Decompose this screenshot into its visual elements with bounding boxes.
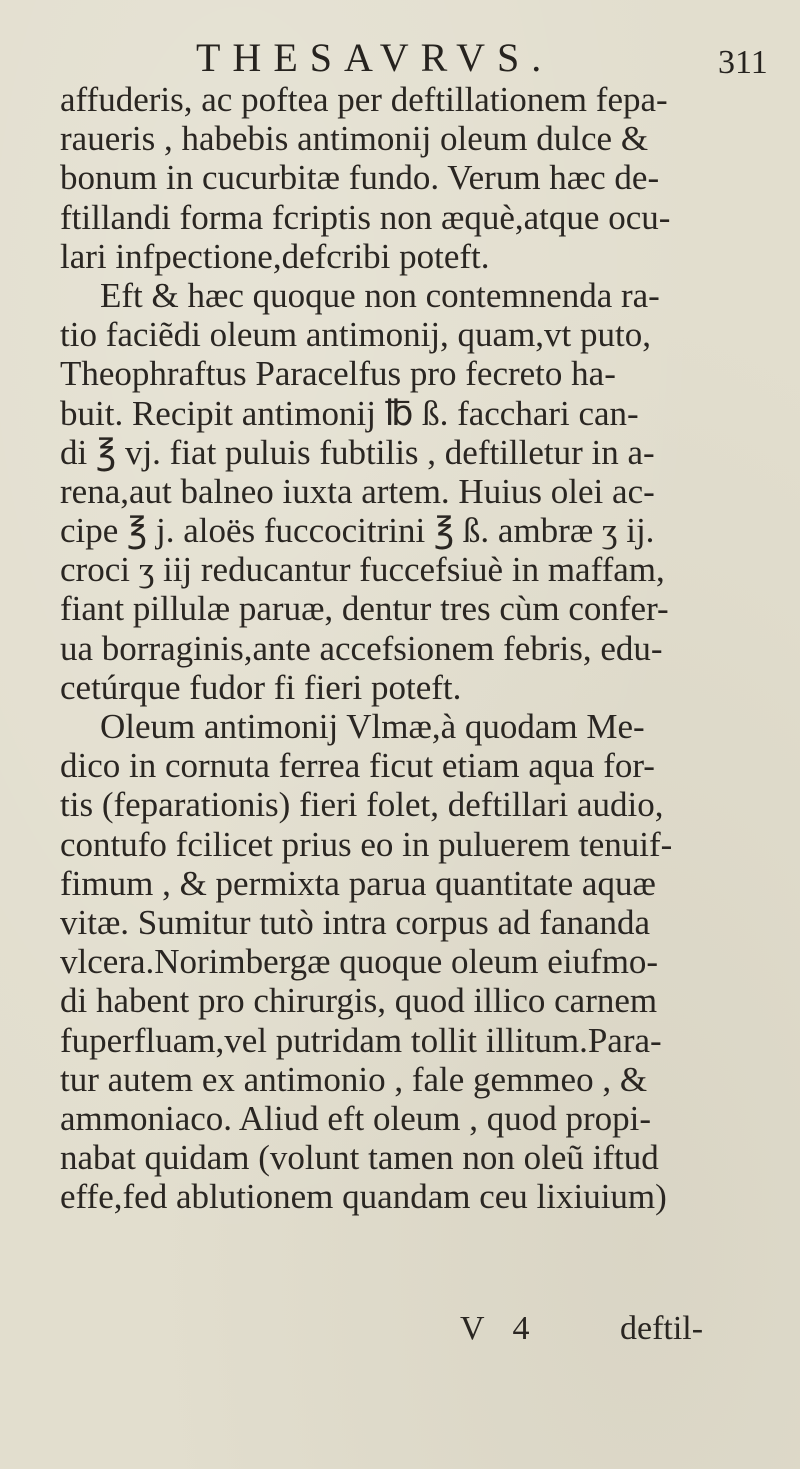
text-line: fimum , & permixta parua quantitate aquæ <box>60 863 656 903</box>
text-line: contufo fcilicet prius eo in puluerem tenuif- <box>60 824 673 864</box>
page-footer <box>0 1310 800 1356</box>
text-line: tis (feparationis) fieri folet, deftillari audio, <box>60 785 664 825</box>
text-line: nabat quidam (volunt tamen non oleũ iftud <box>60 1138 659 1178</box>
text-line: fuperfluam,vel putridam tollit illitum.Para- <box>60 1020 662 1060</box>
text-line: croci ʒ iij reducantur fuccefsiuè in maffam, <box>60 550 665 590</box>
text-line: effe,fed ablutionem quandam ceu lixiuium) <box>60 1177 667 1217</box>
page-header <box>0 20 800 81</box>
text-line: ammoniaco. Aliud eft oleum , quod propi- <box>60 1098 652 1138</box>
paragraph-first-line: Oleum antimonij Vlmæ,à quodam Me- <box>100 707 645 746</box>
text-line: bonum in cucurbitæ fundo. Verum hæc de- <box>60 158 660 198</box>
text-line: buit. Recipit antimonij ℔ ß. facchari can- <box>60 393 639 433</box>
text-line: ftillandi forma fcriptis non æquè,atque ocu- <box>60 197 671 237</box>
text-line: fiant pillulæ paruæ, dentur tres cùm confer- <box>60 589 669 629</box>
text-line: ua borraginis,ante accefsionem febris, edu- <box>60 628 663 668</box>
text-line: cipe ℥ j. aloës fuccocitrini ℥ ß. ambræ ʒ ij. <box>60 511 655 551</box>
running-title: THESAVRVS. <box>196 35 554 80</box>
text-line: Theophraftus Paracelfus pro fecreto ha- <box>60 354 616 394</box>
text-line: di habent pro chirurgis, quod illico carnem <box>60 981 658 1021</box>
text-line: vitæ. Sumitur tutò intra corpus ad fananda <box>60 902 651 942</box>
text-line: tio faciẽdi oleum antimonij, quam,vt puto, <box>60 315 652 355</box>
paragraph-first-line: Eft & hæc quoque non contemnenda ra- <box>100 275 660 315</box>
text-line: affuderis, ac poftea per deftillationem fepa- <box>60 80 668 119</box>
text-line: di ℥ vj. fiat puluis fubtilis , deftilletur in a- <box>60 432 655 472</box>
signature-mark: V 4 <box>460 1310 540 1347</box>
text-line: rena,aut balneo iuxta artem. Huius olei ac- <box>60 471 655 511</box>
text-line: cetúrque fudor fi fieri poteft. <box>60 667 462 707</box>
text-line: lari infpectione,defcribi poteft. <box>60 236 490 276</box>
text-line: raueris , habebis antimonij oleum dulce & <box>60 119 649 159</box>
text-line: tur autem ex antimonio , fale gemmeo , & <box>60 1059 648 1099</box>
catchword: deftil- <box>620 1310 704 1347</box>
text-line: vlcera.Norimbergæ quoque oleum eiufmo- <box>60 942 659 982</box>
body-text <box>60 80 780 1216</box>
text-line: dico in cornuta ferrea ficut etiam aqua for- <box>60 746 655 786</box>
page-number: 311 <box>718 44 768 81</box>
